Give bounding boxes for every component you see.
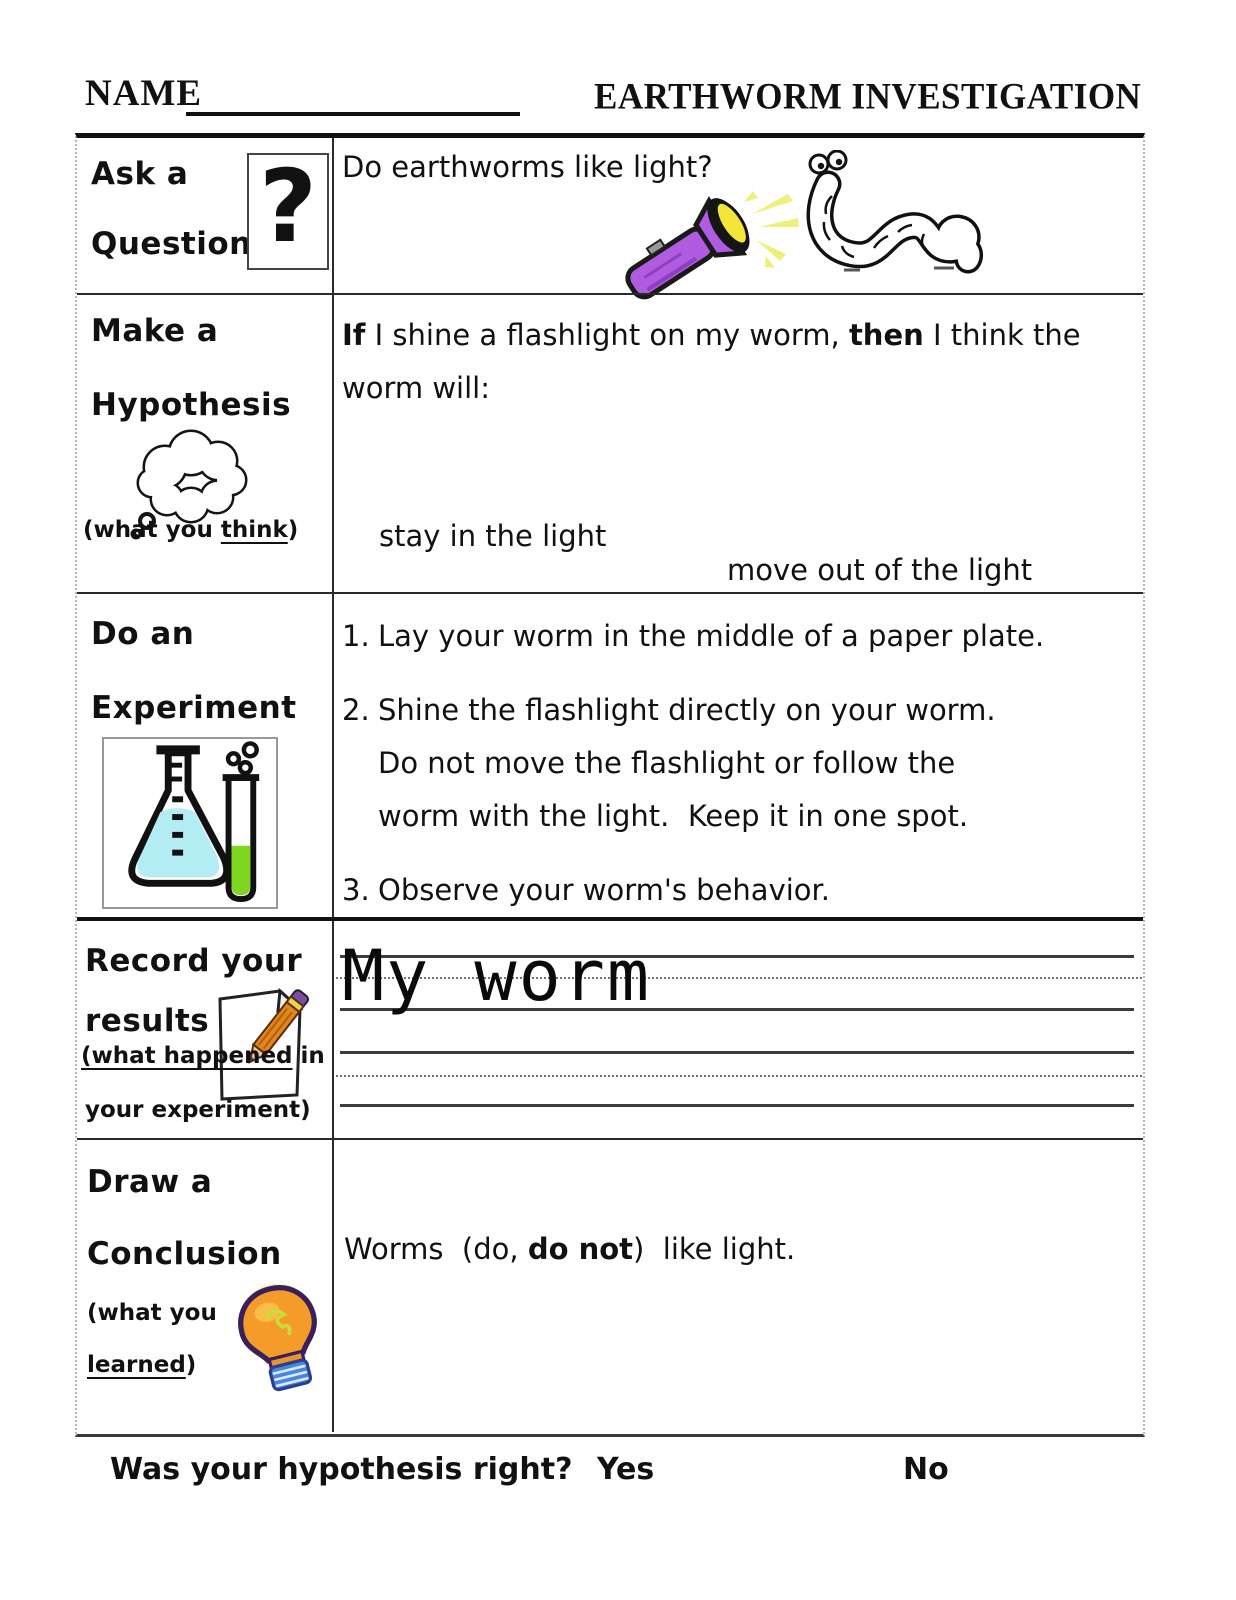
record-label-line1: Record your — [85, 943, 303, 979]
flashlight-icon — [616, 190, 801, 305]
conclusion-label-line2: Conclusion — [87, 1236, 282, 1272]
experiment-label-line1: Do an — [91, 616, 195, 652]
investigation-question: Do earthworms like light? — [342, 150, 713, 184]
experiment-step-3: 3. Observe your worm's behavior. — [342, 873, 831, 907]
row-make-a-hypothesis — [77, 293, 1143, 592]
page-title: EARTHWORM INVESTIGATION — [594, 76, 1142, 117]
experiment-label-line2: Experiment — [91, 690, 297, 726]
answer-yes[interactable]: Yes — [597, 1452, 655, 1487]
answer-no[interactable]: No — [903, 1452, 949, 1487]
conclusion-sentence: Worms (do, do not) like light. — [344, 1232, 796, 1266]
hypothesis-label-cell — [77, 295, 334, 592]
row-record-your-results — [77, 917, 1143, 1138]
option-move-out-of-light[interactable]: move out of the light — [727, 553, 1033, 587]
worksheet-table — [75, 133, 1145, 1437]
record-note-line1: (what happened in — [81, 1043, 325, 1069]
ask-content-cell — [334, 138, 1143, 293]
name-label: NAME — [85, 73, 203, 114]
experiment-content-cell — [334, 594, 1143, 917]
student-written-text[interactable]: My worm — [342, 935, 652, 1017]
row-ask-a-question — [77, 138, 1143, 293]
hypothesis-prompt: If I shine a flashlight on my worm, then I think the worm will: — [342, 318, 1090, 405]
ask-label-line2: Question — [91, 226, 252, 262]
experiment-step-2: 2. Shine the flashlight directly on your worm. Do not move the flashlight or follow the worm with the light. Keep it in one spot. — [342, 693, 996, 833]
record-note-line2: your experiment) — [85, 1097, 311, 1123]
record-content-cell — [334, 921, 1143, 1138]
experiment-steps — [342, 610, 1142, 938]
experiment-step-1: 1. Lay your worm in the middle of a paper plate. — [342, 619, 1045, 653]
question-mark-icon: ? — [258, 147, 317, 265]
conclusion-label-line1: Draw a — [87, 1164, 213, 1200]
ask-label-line1: Ask a — [91, 156, 189, 192]
hypothesis-label-line2: Hypothesis — [91, 387, 292, 423]
hypothesis-note: (what you think) — [83, 517, 299, 543]
hypothesis-label-line1: Make a — [91, 313, 219, 349]
row-draw-a-conclusion — [77, 1138, 1143, 1432]
option-do-not[interactable]: do not — [527, 1232, 634, 1266]
question-mark-box — [247, 147, 329, 270]
name-blank-line[interactable] — [186, 112, 520, 116]
worm-icon — [786, 150, 986, 290]
record-label-line2: results — [85, 1003, 210, 1039]
writing-line-bottom-2[interactable] — [340, 1104, 1134, 1107]
conclusion-content-cell — [334, 1140, 1143, 1432]
writing-line-top-2[interactable] — [340, 1051, 1134, 1054]
experiment-label-cell — [77, 594, 334, 917]
conclusion-note-line2: learned) — [87, 1352, 197, 1378]
row-do-an-experiment — [77, 592, 1143, 917]
lightbulb-icon — [235, 1280, 330, 1398]
option-stay-in-light[interactable]: stay in the light — [379, 519, 607, 553]
writing-line-mid-2[interactable] — [336, 1075, 1142, 1077]
conclusion-label-cell — [77, 1140, 334, 1432]
hypothesis-content-cell — [334, 295, 1143, 592]
footer-question: Was your hypothesis right? — [110, 1452, 573, 1487]
conclusion-note-line1: (what you — [87, 1300, 217, 1326]
record-label-cell — [77, 921, 334, 1138]
flask-and-test-tube-icon — [104, 739, 276, 907]
ask-label-cell — [77, 138, 334, 293]
flask-box — [102, 737, 278, 909]
